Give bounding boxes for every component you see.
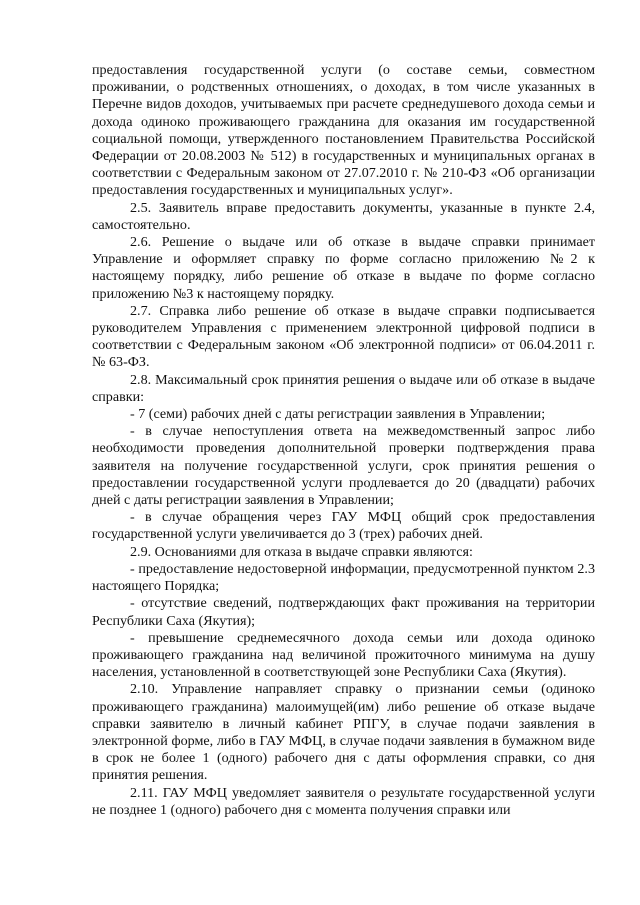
list-item-2-8-b: - в случае непоступления ответа на межведомственный запрос либо необходимости проведения дополнительной проверки подтверждения права заявителя на получение государственной услуги, срок принятия решения о предоставлении государственной услуги продлевается до 20 (двадцати) рабочих дней с даты регистрации заявления в Управлении;	[92, 423, 595, 509]
list-item-2-9-b: - отсутствие сведений, подтверждающих факт проживания на территории Республики Саха (Якутия);	[92, 595, 595, 629]
paragraph-2-11: 2.11. ГАУ МФЦ уведомляет заявителя о результате государственной услуги не позднее 1 (одного) рабочего дня с момента получения справки или	[92, 784, 595, 818]
paragraph-2-7: 2.7. Справка либо решение об отказе в выдаче справки подписывается руководителем Управления с применением электронной цифровой подписи в соответствии с Федеральным законом «Об электронной подписи» от 06.04.2011 г. № 63-ФЗ.	[92, 302, 595, 371]
paragraph-2-8: 2.8. Максимальный срок принятия решения о выдаче или об отказе в выдаче справки:	[92, 371, 595, 405]
paragraph-2-10: 2.10. Управление направляет справку о признании семьи (одиноко проживающего гражданина) малоимущей(им) либо решение об отказе выдаче справки заявителю в личный кабинет РПГУ, в случае подачи заявления в электронной форме, либо в ГАУ МФЦ, в случае подачи заявления в бумажном виде в срок не более 1 (одного) рабочего дня с даты оформления справки, со дня принятия решения.	[92, 681, 595, 784]
paragraph-2-6: 2.6. Решение о выдаче или об отказе в выдаче справки принимает Управление и оформляет справку по форме согласно приложению №2 к настоящему порядку, либо решение об отказе в выдаче по форме согласно приложению №3 к настоящему порядку.	[92, 234, 595, 302]
list-item-2-9-a: - предоставление недостоверной информации, предусмотренной пунктом 2.3 настоящего Порядка;	[92, 560, 595, 595]
paragraph-2-5: 2.5. Заявитель вправе предоставить документы, указанные в пункте 2.4, самостоятельно.	[92, 199, 595, 233]
paragraph-2-9: 2.9. Основаниями для отказа в выдаче справки являются:	[130, 543, 473, 560]
list-item-2-8-c: - в случае обращения через ГАУ МФЦ общий срок предоставления государственной услуги увеличивается до 3 (трех) рабочих дней.	[92, 509, 595, 543]
list-item-2-9-c: - превышение среднемесячного дохода семьи или дохода одиноко проживающего гражданина над величиной прожиточного минимума на душу населения, установленной в соответствующей зоне Республики Саха (Якутия).	[92, 629, 595, 681]
list-item-2-8-a: - 7 (семи) рабочих дней с даты регистрации заявления в Управлении;	[130, 406, 546, 423]
document-page	[92, 62, 595, 819]
paragraph-continuation: предоставления государственной услуги (о составе семьи, совместном проживании, о родственных отношениях, о доходах, в том числе указанных в Перечне видов доходов, учитываемых при расчете среднедушевого дохода семьи и дохода одиноко проживающего гражданина для оказания им государственной социальной помощи, утвержденного постановлением Правительства Российской Федерации от 20.08.2003 № 512) в государственных и муниципальных органах в соответствии с Федеральным законом от 27.07.2010 г. № 210-ФЗ «Об организации предоставления государственных и муниципальных услуг».	[92, 62, 595, 199]
